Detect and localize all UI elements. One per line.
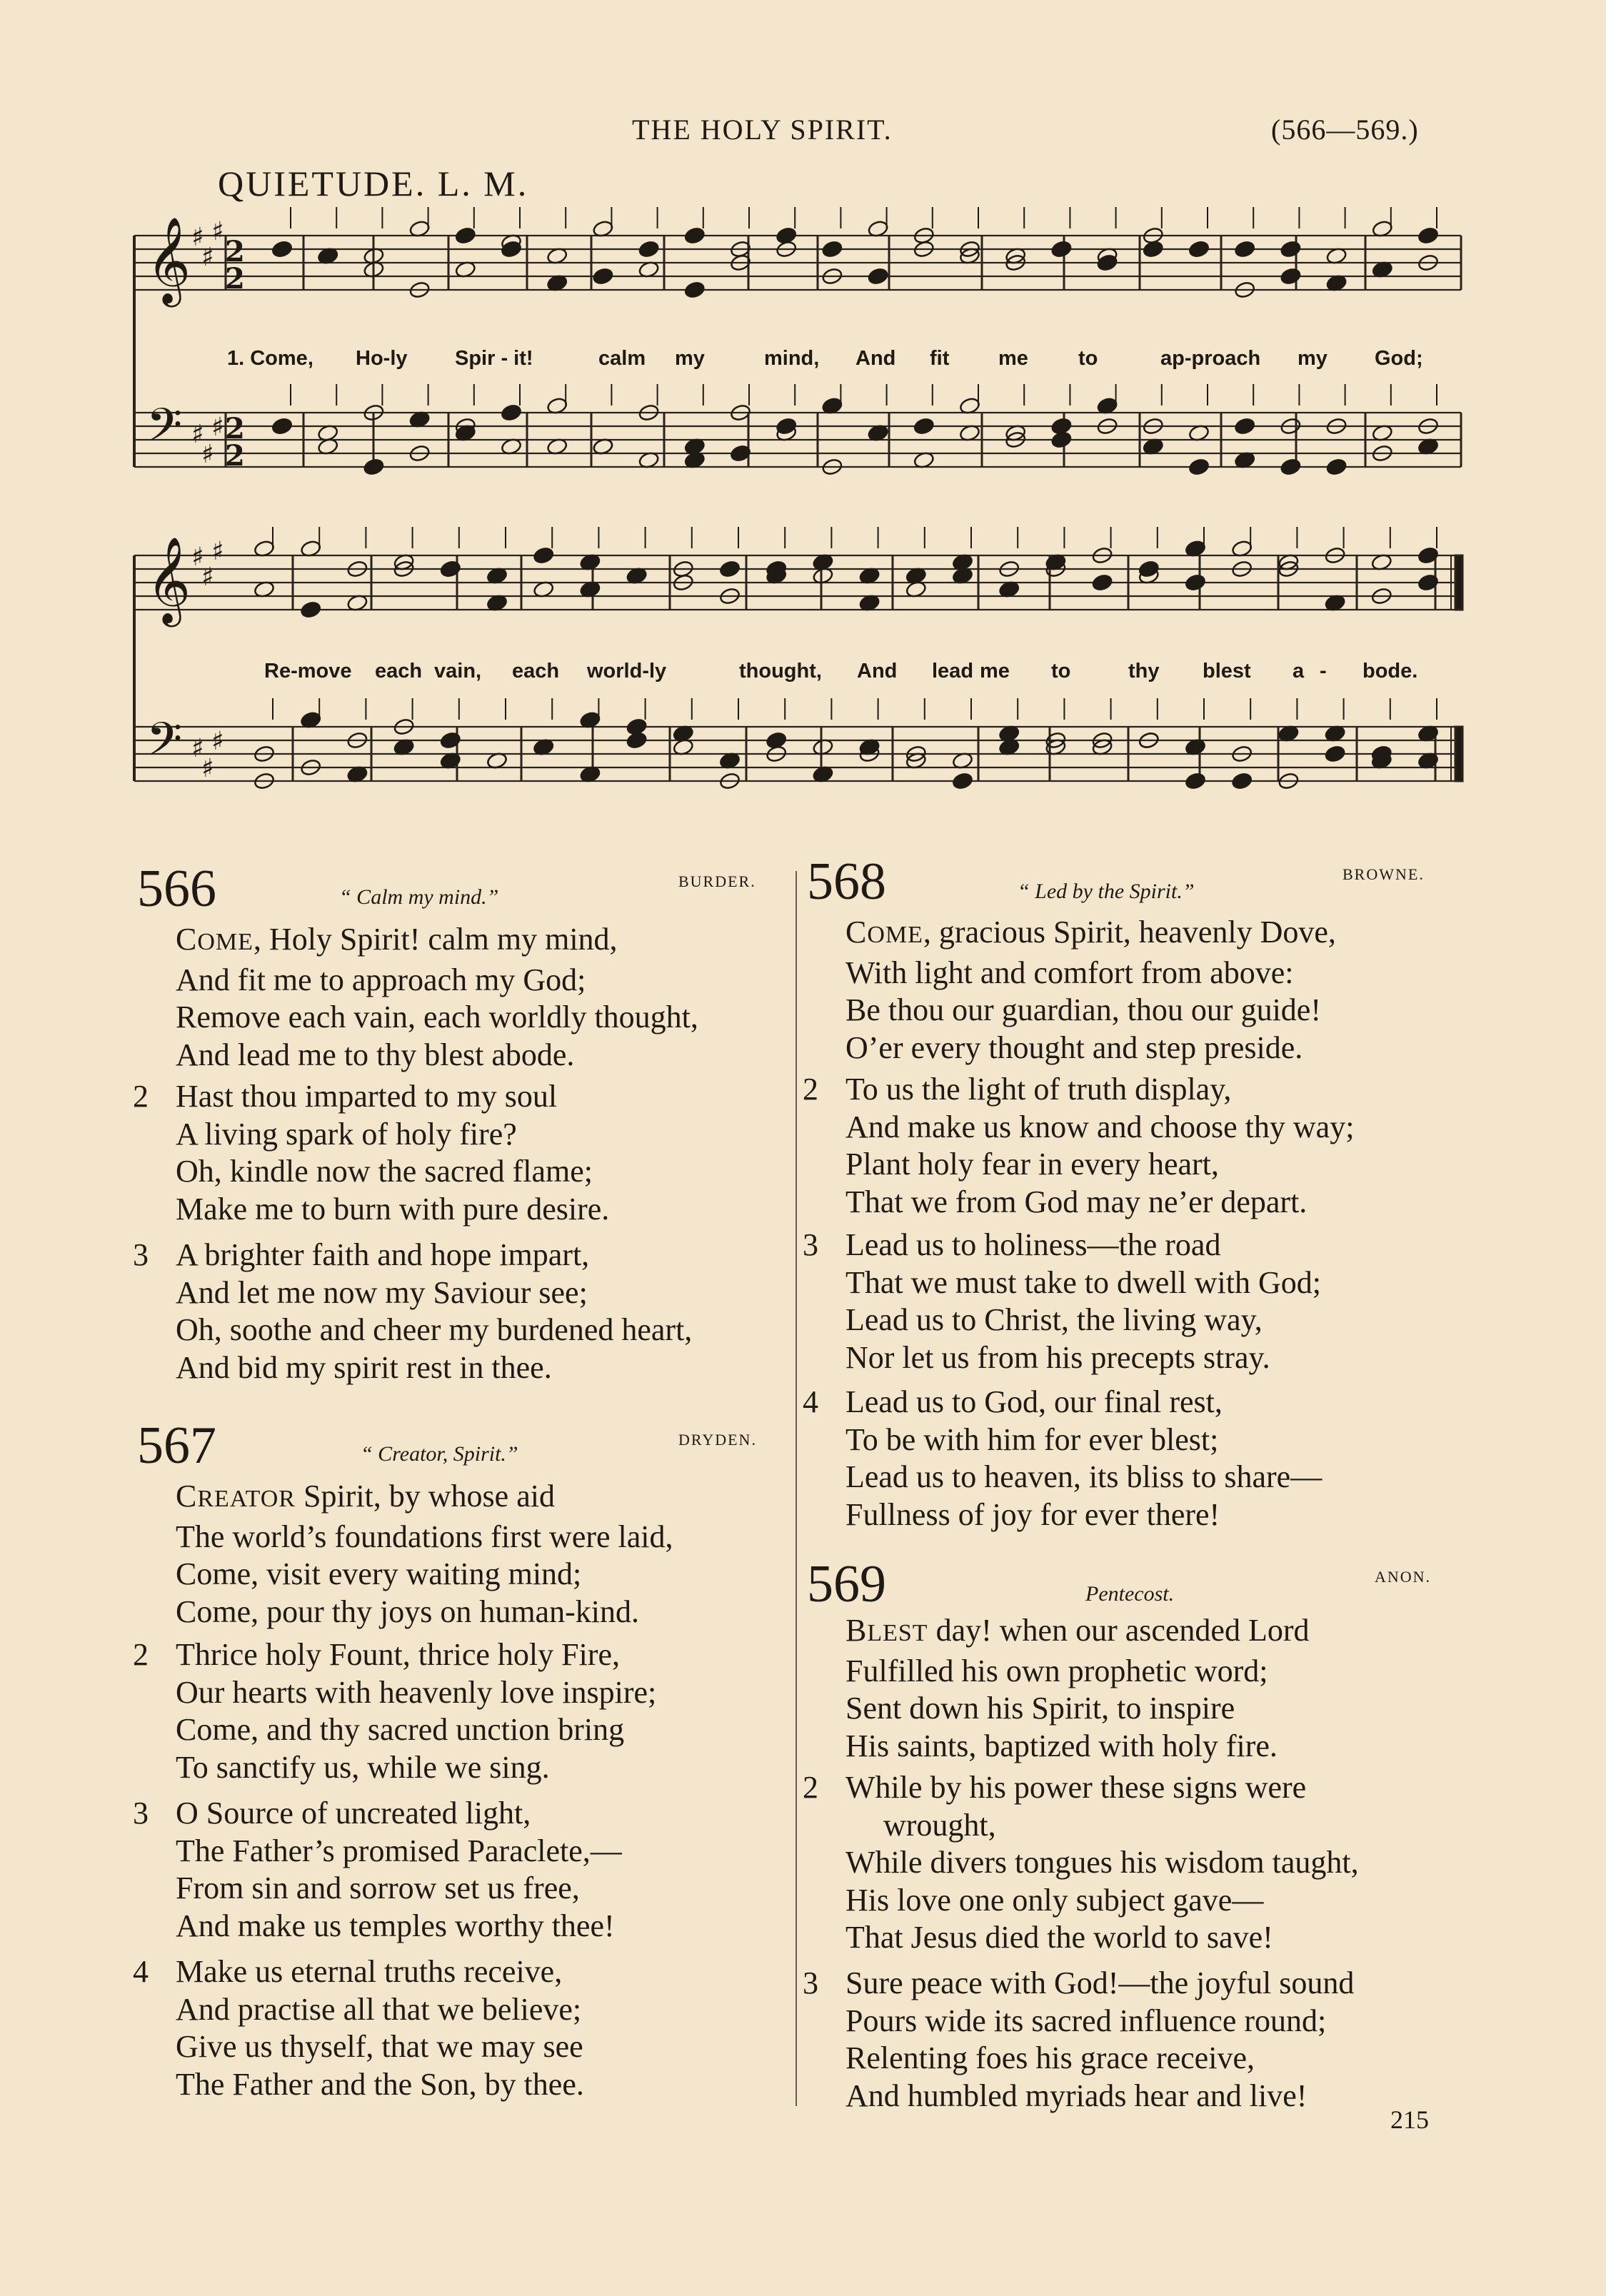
stanza-line xyxy=(803,1109,1354,1147)
time-signature: 2 xyxy=(225,412,245,445)
stanza-line xyxy=(803,1184,1354,1222)
time-signature: 2 xyxy=(225,235,245,268)
stanza-line xyxy=(133,1749,656,1787)
stanza-line xyxy=(133,1636,656,1674)
stanza-line xyxy=(803,2003,1354,2040)
note-head xyxy=(1417,226,1440,245)
lyric-syllable: mind, xyxy=(764,347,820,370)
note-head xyxy=(1185,772,1207,790)
line-text: Lead us to holiness—the road xyxy=(845,1227,1221,1262)
note-head xyxy=(300,600,322,619)
note-head xyxy=(1143,240,1165,258)
note-head xyxy=(533,546,555,565)
stanza xyxy=(803,1769,1359,1957)
stanza-line xyxy=(133,1478,673,1519)
stanza-line xyxy=(803,1421,1322,1459)
lyric-syllable: thought, xyxy=(739,660,822,683)
stanza xyxy=(133,1237,692,1386)
sharp-icon: ♯ xyxy=(211,727,224,756)
line-text: That Jesus died the world to save! xyxy=(845,1920,1273,1955)
sharp-icon: ♯ xyxy=(201,563,214,592)
stanza xyxy=(803,1384,1322,1534)
lyric-syllable: Ho-ly xyxy=(356,347,408,370)
note-head xyxy=(1138,560,1160,578)
note-head xyxy=(867,267,889,286)
note-head xyxy=(1050,240,1073,258)
line-text: To sanctify us, while we sing. xyxy=(176,1749,550,1785)
lyric-syllable: thy xyxy=(1128,660,1160,683)
sharp-icon: ♯ xyxy=(201,440,214,469)
lyric-syllable: each xyxy=(512,660,560,683)
hymn-number: 566 xyxy=(137,860,216,918)
stanza xyxy=(803,914,1336,1067)
line-text: day! when our ascended Lord xyxy=(928,1613,1310,1648)
note-head xyxy=(776,417,798,435)
stanza-number: 3 xyxy=(803,1965,818,2000)
line-text: His love one only subject gave— xyxy=(845,1882,1264,1918)
stanza-line xyxy=(803,1728,1310,1766)
stanza-number: 4 xyxy=(133,1954,149,1989)
column-divider xyxy=(796,871,797,2106)
stanza xyxy=(803,1227,1321,1376)
stanza-line xyxy=(133,1556,673,1593)
note-head xyxy=(1325,458,1347,476)
stanza-line xyxy=(133,962,698,1000)
line-text: Pours wide its sacred influence round; xyxy=(845,2003,1327,2038)
stanza xyxy=(803,1612,1310,1765)
note-head xyxy=(1231,772,1253,790)
lyric-syllable: Re-move xyxy=(264,660,352,683)
line-text: O Source of uncreated light, xyxy=(176,1796,531,1831)
line-text: Spirit, by whose aid xyxy=(295,1479,555,1514)
small-caps-word: COME xyxy=(845,915,923,950)
stanza-line xyxy=(803,1612,1310,1653)
stanza xyxy=(803,1965,1354,2115)
line-text: , Holy Spirit! calm my mind, xyxy=(253,922,618,957)
stanza-line xyxy=(133,921,698,962)
hymn-subtitle: “ Calm my mind.” xyxy=(339,885,499,909)
small-caps-word: BLEST xyxy=(845,1613,928,1648)
line-text: Lead us to Christ, the living way, xyxy=(845,1302,1263,1337)
line-text: wrought, xyxy=(883,1807,996,1843)
lyric-syllable: lead xyxy=(932,660,974,683)
final-bar-line xyxy=(1455,555,1462,610)
stanza xyxy=(133,1953,584,2103)
line-text: To us the light of truth display, xyxy=(845,1072,1232,1107)
stanza-line xyxy=(133,1870,622,1908)
stanza-line xyxy=(803,1227,1321,1264)
stanza-line xyxy=(133,1237,692,1274)
line-text: And fit me to approach my God; xyxy=(176,962,586,997)
stanza-line xyxy=(133,1078,609,1116)
clefs xyxy=(146,216,245,783)
lyric-syllable: vain, xyxy=(434,660,482,683)
stanza-number: 2 xyxy=(803,1770,818,1805)
line-text: Come, pour thy joys on human-kind. xyxy=(176,1593,639,1629)
stanza-line xyxy=(133,1953,584,1991)
line-text: From sin and sorrow set us free, xyxy=(176,1870,580,1905)
running-header-title: THE HOLY SPIRIT. xyxy=(632,114,893,146)
lyric-syllable: 1. Come, xyxy=(227,347,313,370)
stanza-line xyxy=(133,1274,692,1312)
note-head xyxy=(1280,267,1302,286)
small-caps-word: COME xyxy=(176,922,254,957)
note-head xyxy=(1188,240,1210,258)
note-head xyxy=(1050,430,1073,449)
lyric-syllable: me xyxy=(998,347,1028,370)
stanza-line xyxy=(133,1037,698,1074)
sharp-icon: ♯ xyxy=(211,217,224,246)
stanza xyxy=(133,1478,673,1631)
stanza-line xyxy=(133,1991,584,2029)
bass-clef-icon: 𝄢 xyxy=(146,713,183,777)
lyric-syllable: God; xyxy=(1375,347,1423,370)
line-text: Sent down his Spirit, to inspire xyxy=(845,1691,1235,1726)
line-text: Lead us to heaven, its bliss to share— xyxy=(845,1459,1323,1494)
note-head xyxy=(684,226,706,245)
stanza-line xyxy=(133,1311,692,1349)
stanza-line xyxy=(803,1146,1354,1184)
treble-clef-icon: 𝄞 xyxy=(146,536,191,623)
sharp-icon: ♯ xyxy=(211,413,224,442)
note-head xyxy=(1091,573,1113,592)
line-text: Plant holy fear in every heart, xyxy=(845,1147,1219,1182)
stanza-line xyxy=(803,2040,1354,2078)
stanza-line xyxy=(133,999,698,1037)
line-text: The world’s foundations first were laid, xyxy=(176,1519,673,1554)
lyric-syllable: to xyxy=(1051,660,1071,683)
line-text: Thrice holy Fount, thrice holy Fire, xyxy=(176,1637,620,1672)
lyric-syllable: to xyxy=(1078,347,1098,370)
line-text: Relenting foes his grace receive, xyxy=(845,2040,1255,2075)
stanza-number: 2 xyxy=(803,1072,818,1107)
lyric-syllable: a xyxy=(1293,660,1305,683)
stanza-line xyxy=(133,2028,584,2066)
stanza-line xyxy=(803,1844,1359,1882)
page-number: 215 xyxy=(1390,2105,1429,2134)
stanza-number: 2 xyxy=(133,1079,149,1114)
stanza xyxy=(803,1071,1354,1221)
stanza-line xyxy=(133,1908,622,1945)
lyric-syllable: And xyxy=(857,660,898,683)
stanza-line xyxy=(803,2078,1354,2115)
stanza-line xyxy=(133,1795,622,1833)
bar-lines xyxy=(134,236,1462,781)
stanza-line xyxy=(133,1593,673,1631)
hymn-author: DRYDEN. xyxy=(678,1431,757,1449)
lyric-syllable: Spir - it! xyxy=(455,347,533,370)
stanza-number: 2 xyxy=(133,1637,149,1672)
hymn-subtitle: “ Creator, Spirit.” xyxy=(361,1442,518,1466)
hymn-subtitle: Pentecost. xyxy=(1085,1582,1175,1606)
note-head xyxy=(684,281,706,299)
running-header-range: (566—569.) xyxy=(1271,114,1419,146)
note-head xyxy=(271,417,293,435)
stanza xyxy=(133,1636,656,1786)
note-head xyxy=(821,240,843,258)
stanza xyxy=(133,1078,609,1228)
stanza xyxy=(133,921,698,1074)
line-text: Sure peace with God!—the joyful sound xyxy=(845,1965,1355,2000)
stanza-line xyxy=(133,1833,622,1870)
treble-clef-icon: 𝄞 xyxy=(146,216,191,303)
stanza-line xyxy=(803,1029,1336,1067)
stanza-line xyxy=(803,1459,1322,1496)
line-text: Make us eternal truths receive, xyxy=(176,1954,563,1989)
line-text: Our hearts with heavenly love inspire; xyxy=(176,1674,657,1710)
stanza-line xyxy=(133,1349,692,1387)
stanza-line xyxy=(803,1965,1354,2003)
sharp-icon: ♯ xyxy=(201,243,214,272)
note-head xyxy=(913,417,935,435)
stanza-line xyxy=(803,955,1336,992)
stanza-line xyxy=(803,1919,1359,1957)
line-text: A brighter faith and hope impart, xyxy=(176,1237,590,1272)
line-text: His saints, baptized with holy fire. xyxy=(845,1728,1278,1763)
lyric-syllable: my xyxy=(675,347,705,370)
lyric-syllable: ap-proach xyxy=(1160,347,1261,370)
hymn-subtitle: “ Led by the Spirit.” xyxy=(1018,880,1195,903)
sharp-icon: ♯ xyxy=(201,754,214,783)
note-head xyxy=(440,560,462,578)
tune-title: QUIETUDE. L. M. xyxy=(218,163,529,203)
lyric-syllable: - xyxy=(1320,660,1327,683)
line-text: The Father’s promised Paraclete,— xyxy=(176,1833,622,1868)
stanza-line xyxy=(803,1496,1322,1534)
stanza-line xyxy=(803,992,1336,1029)
note-head xyxy=(1185,573,1207,592)
line-text: Come, and thy sacred unction bring xyxy=(176,1712,625,1747)
hymn-author: ANON. xyxy=(1375,1568,1432,1586)
note-head xyxy=(638,240,660,258)
note-head xyxy=(1324,745,1346,763)
music-score xyxy=(0,0,1606,821)
lyric-syllable: calm xyxy=(598,347,646,370)
sharp-icon: ♯ xyxy=(211,537,224,566)
note-head xyxy=(626,731,648,750)
line-text: And humbled myriads hear and live! xyxy=(845,2078,1308,2113)
stanza-number: 3 xyxy=(803,1227,818,1262)
line-text: A living spark of holy fire? xyxy=(176,1116,517,1152)
stanza-line xyxy=(133,1674,656,1712)
sharp-icon: ♯ xyxy=(191,543,204,572)
stanza-line xyxy=(803,1807,1359,1845)
note-head xyxy=(719,560,741,578)
line-text: And let me now my Saviour see; xyxy=(176,1274,588,1310)
line-text: And bid my spirit rest in thee. xyxy=(176,1349,552,1385)
line-text: O’er every thought and step preside. xyxy=(845,1029,1303,1065)
note-head xyxy=(1280,240,1302,258)
bass-clef-icon: 𝄢 xyxy=(146,399,183,463)
stanza-line xyxy=(133,1711,656,1749)
note-head xyxy=(440,731,462,750)
line-text: Hast thou imparted to my soul xyxy=(176,1079,558,1114)
note-head xyxy=(1234,417,1256,435)
line-text: Lead us to God, our final rest, xyxy=(845,1384,1223,1419)
line-text: And practise all that we believe; xyxy=(176,1991,582,2027)
line-text: , gracious Spirit, heavenly Dove, xyxy=(923,915,1336,950)
hymn-author: BROWNE. xyxy=(1342,865,1425,883)
stanza-line xyxy=(133,1116,609,1154)
sharp-icon: ♯ xyxy=(191,420,204,449)
lyric-syllable: fit xyxy=(930,347,950,370)
line-text: Come, visit every waiting mind; xyxy=(176,1556,582,1591)
line-text: Nor let us from his precepts stray. xyxy=(845,1339,1270,1375)
line-text: Be thou our guardian, thou our guide! xyxy=(845,992,1321,1027)
lyric-syllable: my xyxy=(1298,347,1328,370)
line-text: Fulfilled his own prophetic word; xyxy=(845,1653,1268,1688)
final-bar-line xyxy=(1455,727,1462,781)
line-text: That we from God may ne’er depart. xyxy=(845,1184,1308,1219)
staff-lines xyxy=(134,236,1461,781)
hymn-author: BURDER. xyxy=(678,872,756,890)
line-text: Make me to burn with pure desire. xyxy=(176,1191,610,1227)
stanza-line xyxy=(133,1191,609,1229)
stanza-line xyxy=(133,2066,584,2104)
stanza-number: 3 xyxy=(133,1796,149,1831)
line-text: Remove each vain, each worldly thought, xyxy=(176,1000,698,1034)
note-head xyxy=(501,403,523,422)
note-head xyxy=(952,772,974,790)
small-caps-word: CREATOR xyxy=(176,1479,296,1514)
stanza-line xyxy=(133,1519,673,1556)
note-head xyxy=(766,731,788,750)
stanza-line xyxy=(803,1384,1322,1421)
line-text: And lead me to thy blest abode. xyxy=(176,1037,575,1072)
note-head xyxy=(363,458,385,476)
notes xyxy=(254,207,1440,790)
line-text: Give us thyself, that we may see xyxy=(176,2029,583,2064)
note-head xyxy=(592,267,614,286)
note-head xyxy=(1280,458,1302,476)
note-head xyxy=(1234,240,1256,258)
stanza-line xyxy=(803,1339,1321,1377)
note-head xyxy=(455,226,477,245)
stanza-line xyxy=(803,914,1336,955)
stanza-line xyxy=(803,1690,1310,1728)
stanza xyxy=(133,1795,622,1945)
sharp-icon: ♯ xyxy=(191,223,204,252)
sharp-icon: ♯ xyxy=(191,734,204,763)
stanza-line xyxy=(803,1264,1321,1302)
line-text: And make us temples worthy thee! xyxy=(176,1908,615,1943)
lyric-syllable: blest xyxy=(1203,660,1251,683)
lyric-syllable: bode. xyxy=(1362,660,1418,683)
time-signature: 2 xyxy=(225,439,245,473)
line-text: Oh, soothe and cheer my burdened heart, xyxy=(176,1312,693,1347)
line-text: Oh, kindle now the sacred flame; xyxy=(176,1154,593,1189)
hymn-number: 568 xyxy=(807,852,886,911)
line-text: The Father and the Son, by thee. xyxy=(176,2066,584,2102)
lyric-syllable: each xyxy=(375,660,423,683)
stanza-line xyxy=(803,1653,1310,1691)
note-head xyxy=(501,240,523,258)
line-text: Fullness of joy for ever there! xyxy=(845,1496,1220,1532)
line-text: With light and comfort from above: xyxy=(845,955,1294,990)
line-text: While by his power these signs were xyxy=(845,1770,1307,1805)
line-text: While divers tongues his wisdom taught, xyxy=(845,1845,1359,1880)
stanza-line xyxy=(803,1301,1321,1339)
stanza-line xyxy=(803,1882,1359,1920)
stanza-line xyxy=(133,1153,609,1191)
line-text: And make us know and choose thy way; xyxy=(845,1109,1355,1144)
hymn-number: 569 xyxy=(807,1555,886,1613)
lyric-syllable: me xyxy=(980,660,1010,683)
line-text: To be with him for ever blest; xyxy=(845,1421,1219,1457)
lyric-syllable: And xyxy=(855,347,896,370)
lyric-syllable: world-ly xyxy=(587,660,667,683)
stanza-number: 4 xyxy=(803,1384,818,1419)
stanza-number: 3 xyxy=(133,1237,149,1272)
note-head xyxy=(1188,458,1210,476)
line-text: That we must take to dwell with God; xyxy=(845,1264,1321,1300)
stanza-line xyxy=(803,1769,1359,1807)
time-signature: 2 xyxy=(225,262,245,296)
stanza-line xyxy=(803,1071,1354,1109)
hymn-number: 567 xyxy=(137,1416,216,1475)
